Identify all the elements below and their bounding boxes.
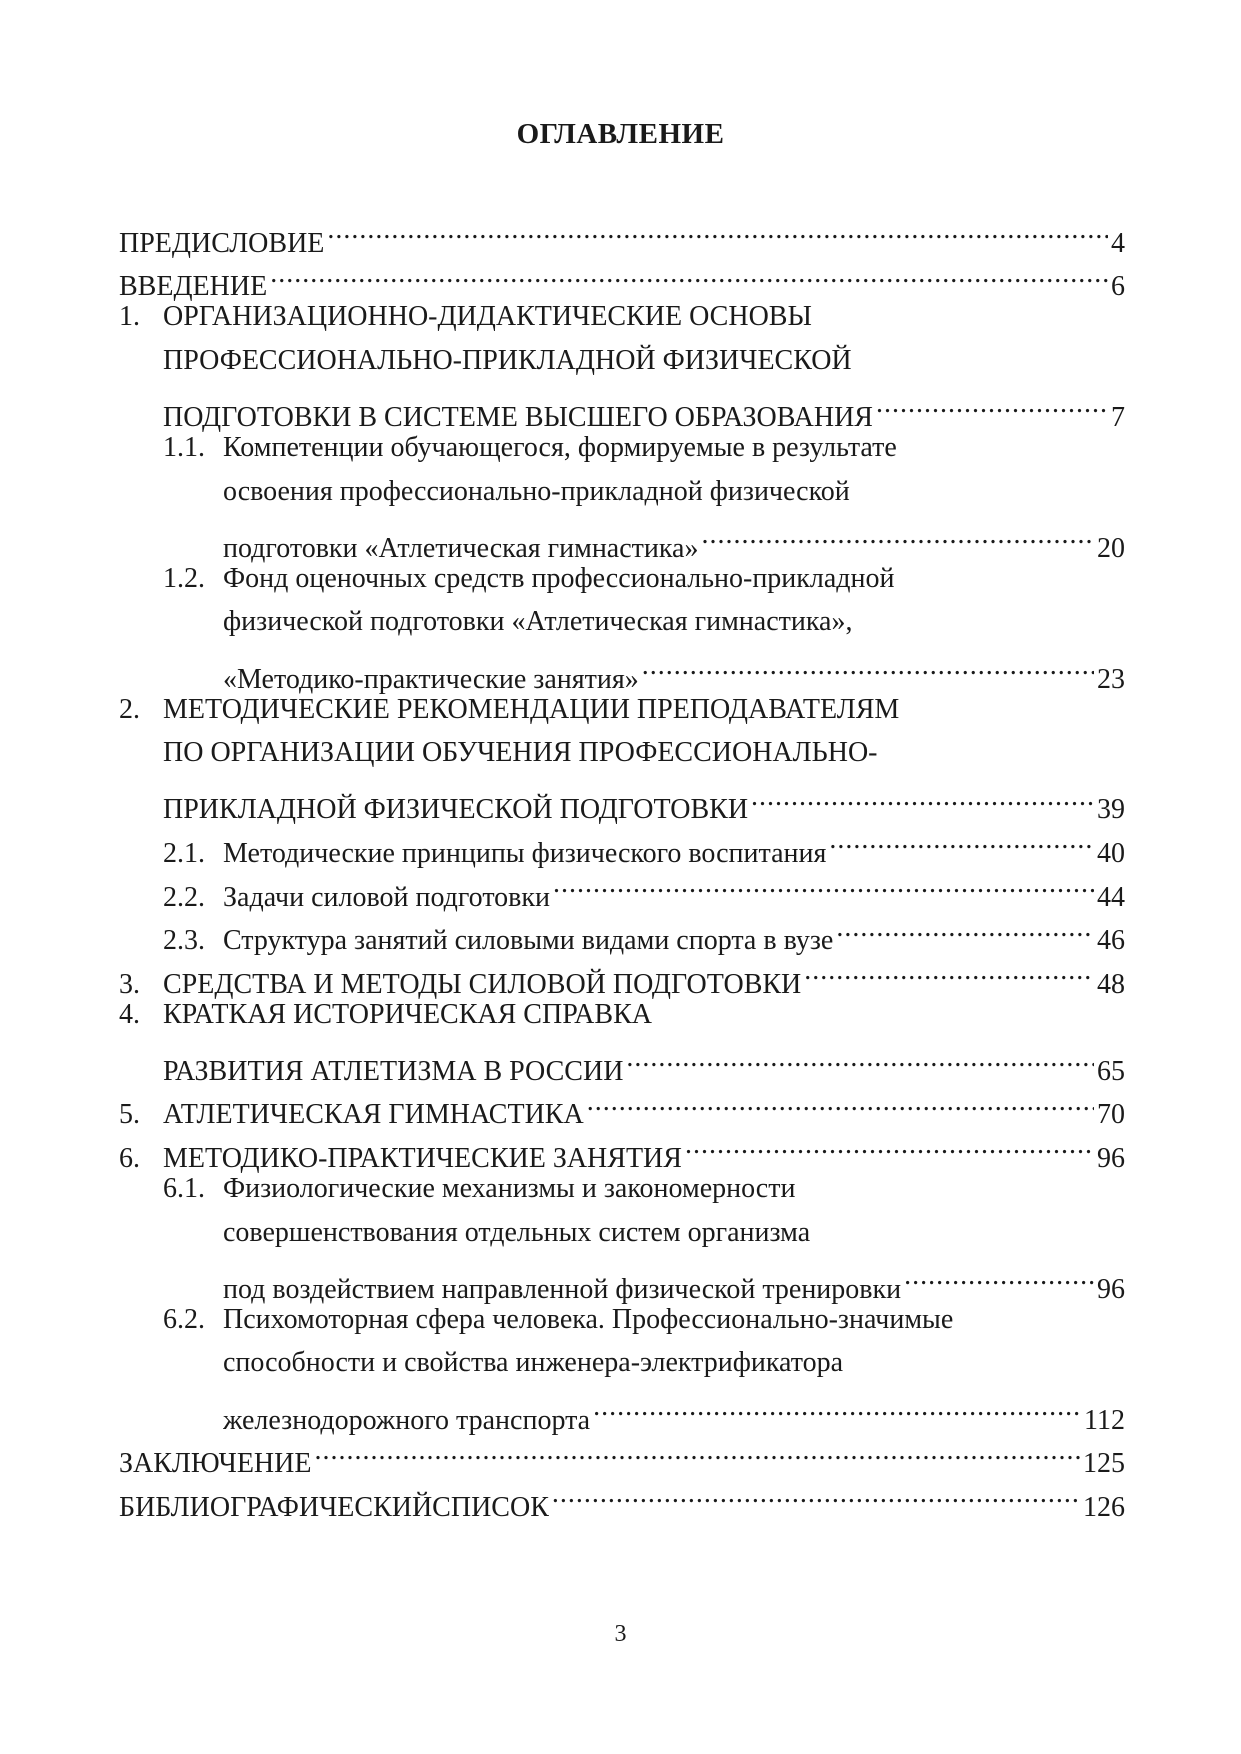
toc-entry-text: ПОДГОТОВКИ В СИСТЕМЕ ВЫСШЕГО ОБРАЗОВАНИЯ	[163, 401, 873, 433]
toc-page-number: 40	[1097, 837, 1125, 869]
toc-entry-section-1-1-cont	[119, 513, 1125, 564]
toc-entry-text: ВВЕДЕНИЕ	[119, 271, 268, 303]
toc-entry-intro[interactable]	[119, 252, 1125, 303]
toc-page-number: 39	[1097, 794, 1125, 826]
toc-entry-number: 3.	[119, 968, 140, 1000]
dot-leader	[642, 644, 1094, 688]
toc-entry-preface[interactable]	[119, 208, 1125, 259]
toc-entry-text: Структура занятий силовыми видами спорта в вузе	[223, 925, 834, 957]
toc-entry-section-1-2-cont	[119, 644, 1125, 695]
toc-entry-text: ПРЕДИСЛОВИЕ	[119, 227, 325, 259]
toc-page-number: 4	[1111, 227, 1125, 259]
dot-leader	[829, 818, 1094, 862]
dot-leader	[553, 862, 1094, 906]
toc-page-number: 46	[1097, 925, 1125, 957]
dot-leader	[701, 513, 1094, 557]
toc-entry-number: 2.	[119, 693, 140, 725]
toc-entry-chapter-2-cont	[119, 731, 1125, 775]
toc-entry-text: «Методико-практические занятия»	[223, 663, 639, 695]
toc-entry-chapter-4-cont	[119, 1036, 1125, 1087]
toc-entry-text: ПРИКЛАДНОЙ ФИЗИЧЕСКОЙ ПОДГОТОВКИ	[163, 794, 749, 826]
table-of-contents	[119, 208, 1125, 1523]
toc-entry-chapter-1-cont	[119, 339, 1125, 383]
toc-entry-text: РАЗВИТИЯ АТЛЕТИЗМА В РОССИИ	[163, 1055, 624, 1087]
toc-entry-text: совершенствования отдельных систем организма	[223, 1216, 811, 1248]
toc-page-number: 6	[1111, 271, 1125, 303]
toc-page-number: 44	[1097, 881, 1125, 913]
toc-entry-chapter-1[interactable]	[119, 295, 1125, 339]
toc-entry-text: ПРОФЕССИОНАЛЬНО-ПРИКЛАДНОЙ ФИЗИЧЕСКОЙ	[163, 344, 852, 376]
toc-entry-section-6-2[interactable]	[119, 1298, 1125, 1342]
page-number: 3	[614, 1621, 627, 1647]
toc-entry-section-6-2-cont	[119, 1341, 1125, 1385]
toc-entry-text: Компетенции обучающегося, формируемые в результате	[223, 431, 897, 463]
toc-entry-number: 1.2.	[163, 562, 205, 594]
toc-entry-text: физической подготовки «Атлетическая гимнастика»,	[223, 606, 853, 638]
toc-entry-text: ПО ОРГАНИЗАЦИИ ОБУЧЕНИЯ ПРОФЕССИОНАЛЬНО-	[163, 737, 878, 769]
toc-entry-text: СРЕДСТВА И МЕТОДЫ СИЛОВОЙ ПОДГОТОВКИ	[163, 968, 802, 1000]
toc-entry-section-6-1[interactable]	[119, 1167, 1125, 1211]
toc-entry-text: КРАТКАЯ ИСТОРИЧЕСКАЯ СПРАВКА	[163, 998, 652, 1030]
toc-entry-text: МЕТОДИЧЕСКИЕ РЕКОМЕНДАЦИИ ПРЕПОДАВАТЕЛЯМ	[163, 693, 900, 725]
toc-page-number: 7	[1111, 401, 1125, 433]
dot-leader	[904, 1254, 1094, 1298]
toc-entry-chapter-1-cont	[119, 382, 1125, 433]
toc-entry-chapter-4[interactable]	[119, 993, 1125, 1037]
toc-entry-chapter-2[interactable]	[119, 688, 1125, 732]
toc-entry-text: ЗАКЛЮЧЕНИЕ	[119, 1448, 312, 1480]
dot-leader	[685, 1123, 1094, 1167]
dot-leader	[587, 1080, 1094, 1124]
toc-page-number: 125	[1083, 1448, 1125, 1480]
toc-entry-text: под воздействием направленной физической тренировки	[223, 1273, 902, 1305]
toc-entry-text: способности и свойства инженера-электрификатора	[223, 1347, 844, 1379]
dot-leader	[270, 252, 1108, 296]
toc-entry-number: 2.1.	[163, 837, 205, 869]
toc-entry-text: БИБЛИОГРАФИЧЕСКИЙСПИСОК	[119, 1491, 549, 1523]
toc-entry-section-6-1-cont	[119, 1211, 1125, 1255]
toc-entry-chapter-2-cont	[119, 775, 1125, 826]
toc-entry-number: 5.	[119, 1099, 140, 1131]
toc-entry-section-1-2[interactable]	[119, 557, 1125, 601]
dot-leader	[804, 949, 1094, 993]
toc-entry-text: ОРГАНИЗАЦИОННО-ДИДАКТИЧЕСКИЕ ОСНОВЫ	[163, 301, 812, 333]
toc-entry-number: 1.1.	[163, 431, 205, 463]
dot-leader	[552, 1472, 1080, 1516]
toc-page-number: 48	[1097, 968, 1125, 1000]
toc-page-number: 96	[1097, 1143, 1125, 1175]
toc-page-number: 96	[1097, 1273, 1125, 1305]
toc-entry-text: Фонд оценочных средств профессионально-прикладной	[223, 562, 895, 594]
toc-entry-section-1-1-cont	[119, 470, 1125, 514]
dot-leader	[314, 1429, 1080, 1473]
toc-entry-text: железнодорожного транспорта	[223, 1404, 591, 1436]
dot-leader	[327, 208, 1108, 252]
toc-page-number: 126	[1083, 1491, 1125, 1523]
toc-entry-text: освоения профессионально-прикладной физической	[223, 475, 850, 507]
toc-entry-text: Физиологические механизмы и закономерности	[223, 1173, 796, 1205]
toc-page-number: 65	[1097, 1055, 1125, 1087]
toc-page-number: 20	[1097, 532, 1125, 564]
dot-leader	[751, 775, 1094, 819]
toc-entry-number: 4.	[119, 998, 140, 1030]
toc-entry-text: АТЛЕТИЧЕСКАЯ ГИМНАСТИКА	[163, 1099, 584, 1131]
dot-leader	[836, 906, 1094, 950]
toc-entry-section-1-2-cont	[119, 600, 1125, 644]
dot-leader	[876, 382, 1108, 426]
toc-entry-section-1-1[interactable]	[119, 426, 1125, 470]
toc-entry-text: МЕТОДИКО-ПРАКТИЧЕСКИЕ ЗАНЯТИЯ	[163, 1143, 682, 1175]
toc-entry-number: 2.2.	[163, 881, 205, 913]
toc-entry-number: 6.2.	[163, 1303, 205, 1335]
toc-entry-text: подготовки «Атлетическая гимнастика»	[223, 532, 699, 564]
dot-leader	[593, 1385, 1081, 1429]
toc-page-number: 23	[1097, 663, 1125, 695]
toc-page-number: 70	[1097, 1099, 1125, 1131]
toc-entry-section-6-1-cont	[119, 1254, 1125, 1305]
toc-entry-section-6-2-cont	[119, 1385, 1125, 1436]
toc-entry-number: 6.	[119, 1143, 140, 1175]
toc-entry-number: 1.	[119, 301, 140, 333]
toc-entry-number: 2.3.	[163, 925, 205, 957]
toc-entry-text: Методические принципы физического воспитания	[223, 837, 827, 869]
toc-entry-text: Задачи силовой подготовки	[223, 881, 550, 913]
dot-leader	[626, 1036, 1094, 1080]
toc-entry-number: 6.1.	[163, 1173, 205, 1205]
toc-entry-text: Психомоторная сфера человека. Профессионально-значимые	[223, 1303, 954, 1335]
page-title: ОГЛАВЛЕНИЕ	[516, 118, 725, 150]
toc-page-number: 112	[1084, 1404, 1125, 1436]
